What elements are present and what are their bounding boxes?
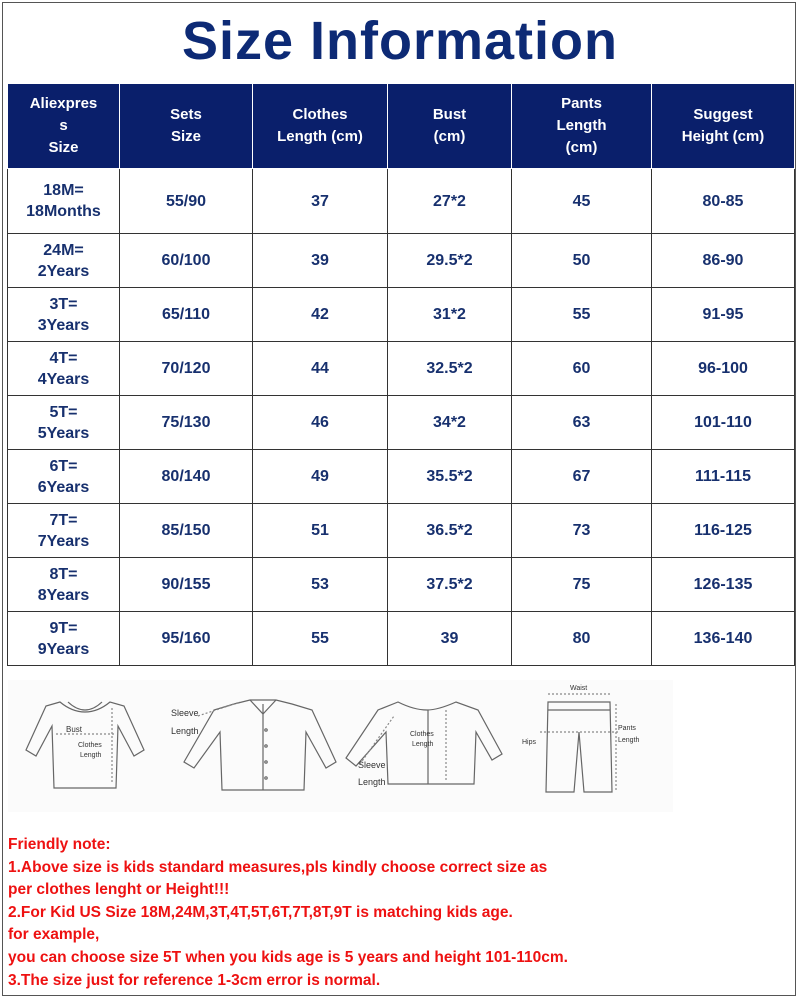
- table-row: [8, 288, 795, 342]
- pants-length-cell: 50: [512, 234, 652, 288]
- pants-length-cell: 75: [512, 558, 652, 612]
- size-cell: 9T= 9Years: [8, 612, 120, 666]
- sets-size-cell: 75/130: [120, 396, 253, 450]
- table-row: [8, 396, 795, 450]
- tshirt-clothes-label: Clothes: [78, 742, 102, 749]
- note-heading: Friendly note:: [8, 836, 111, 853]
- sets-size-cell: 60/100: [120, 234, 253, 288]
- note-line: 2.For Kid US Size 18M,24M,3T,4T,5T,6T,7T,8T,9T is matching kids age.: [8, 903, 513, 921]
- bust-cell: 35.5*2: [388, 450, 512, 504]
- note-line: 1.Above size is kids standard measures,pls kindly choose correct size as: [8, 858, 548, 876]
- page-title: Size Information: [181, 11, 619, 71]
- sets-size-cell: 70/120: [120, 342, 253, 396]
- header-suggest-height: Suggest Height (cm): [652, 84, 795, 169]
- sets-size-cell: 65/110: [120, 288, 253, 342]
- clothes-length-cell: 44: [253, 342, 388, 396]
- pants-length-cell: 55: [512, 288, 652, 342]
- clothes-length-cell: 53: [253, 558, 388, 612]
- note-line: you can choose size 5T when you kids age is 5 years and height 101-110cm.: [8, 948, 568, 966]
- jacket-sleeve-length-label: Length: [358, 777, 386, 787]
- clothes-length-cell: 42: [253, 288, 388, 342]
- measurement-diagrams: [8, 680, 673, 812]
- size-cell: 4T= 4Years: [8, 342, 120, 396]
- tshirt-bust-label: Bust: [66, 725, 83, 734]
- suggest-height-cell: 80-85: [652, 169, 795, 234]
- clothes-length-cell: 37: [253, 169, 388, 234]
- pants-length-cell: 80: [512, 612, 652, 666]
- sets-size-cell: 55/90: [120, 169, 253, 234]
- pants-diagram: [540, 694, 618, 792]
- clothes-length-cell: 39: [253, 234, 388, 288]
- table-body: [8, 169, 795, 666]
- bust-cell: 27*2: [388, 169, 512, 234]
- suggest-height-cell: 136-140: [652, 612, 795, 666]
- jacket-clothes-label: Clothes: [410, 731, 434, 738]
- table-row: [8, 234, 795, 288]
- note-line: per clothes lenght or Height!!!: [8, 881, 230, 899]
- table-row: [8, 612, 795, 666]
- size-cell: 24M= 2Years: [8, 234, 120, 288]
- header-aliexpress-size: Aliexpres s Size: [8, 84, 120, 169]
- pants-length-cell: 63: [512, 396, 652, 450]
- suggest-height-cell: 91-95: [652, 288, 795, 342]
- bust-cell: 31*2: [388, 288, 512, 342]
- suggest-height-cell: 126-135: [652, 558, 795, 612]
- suggest-height-cell: 116-125: [652, 504, 795, 558]
- size-cell: 5T= 5Years: [8, 396, 120, 450]
- suggest-height-cell: 101-110: [652, 396, 795, 450]
- header-bust: Bust (cm): [388, 84, 512, 169]
- shirt-length-label: Length: [171, 726, 199, 736]
- header-clothes-length: Clothes Length (cm): [253, 84, 388, 169]
- table-row: [8, 450, 795, 504]
- tshirt-length-label: Length: [80, 752, 102, 759]
- pants-length-cell: 45: [512, 169, 652, 234]
- size-cell: 18M= 18Months: [8, 169, 120, 234]
- measurement-diagram-svg: [8, 680, 673, 812]
- suggest-height-cell: 111-115: [652, 450, 795, 504]
- bust-cell: 37.5*2: [388, 558, 512, 612]
- table-row: [8, 558, 795, 612]
- table-row: [8, 169, 795, 234]
- header-sets-size: Sets Size: [120, 84, 253, 169]
- shirt-diagram: [184, 700, 336, 790]
- shirt-sleeve-label: Sleeve: [171, 708, 199, 718]
- header-pants-length: Pants Length (cm): [512, 84, 652, 169]
- clothes-length-cell: 55: [253, 612, 388, 666]
- pants-length-label: Length: [618, 737, 640, 744]
- sets-size-cell: 85/150: [120, 504, 253, 558]
- bust-cell: 32.5*2: [388, 342, 512, 396]
- bust-cell: 29.5*2: [388, 234, 512, 288]
- sets-size-cell: 90/155: [120, 558, 253, 612]
- note-line: for example,: [8, 926, 100, 944]
- bust-cell: 34*2: [388, 396, 512, 450]
- table-header-row: [8, 84, 795, 169]
- clothes-length-cell: 51: [253, 504, 388, 558]
- table-row: [8, 504, 795, 558]
- size-cell: 3T= 3Years: [8, 288, 120, 342]
- pants-hips-label: Hips: [522, 739, 537, 746]
- bust-cell: 39: [388, 612, 512, 666]
- pants-length-cell: 60: [512, 342, 652, 396]
- suggest-height-cell: 86-90: [652, 234, 795, 288]
- pants-waist-label: Waist: [570, 685, 588, 692]
- bust-cell: 36.5*2: [388, 504, 512, 558]
- size-cell: 7T= 7Years: [8, 504, 120, 558]
- note-line: 3.The size just for reference 1-3cm error is normal.: [8, 971, 381, 989]
- pants-length-cell: 73: [512, 504, 652, 558]
- suggest-height-cell: 96-100: [652, 342, 795, 396]
- sets-size-cell: 95/160: [120, 612, 253, 666]
- jacket-sleeve-label: Sleeve: [358, 760, 386, 770]
- size-cell: 6T= 6Years: [8, 450, 120, 504]
- size-cell: 8T= 8Years: [8, 558, 120, 612]
- sets-size-cell: 80/140: [120, 450, 253, 504]
- pants-pants-label: Pants: [618, 725, 636, 732]
- clothes-length-cell: 49: [253, 450, 388, 504]
- table-row: [8, 342, 795, 396]
- friendly-notes: [8, 834, 796, 992]
- clothes-length-cell: 46: [253, 396, 388, 450]
- size-table: [7, 83, 795, 666]
- jacket-length-label: Length: [412, 741, 434, 748]
- pants-length-cell: 67: [512, 450, 652, 504]
